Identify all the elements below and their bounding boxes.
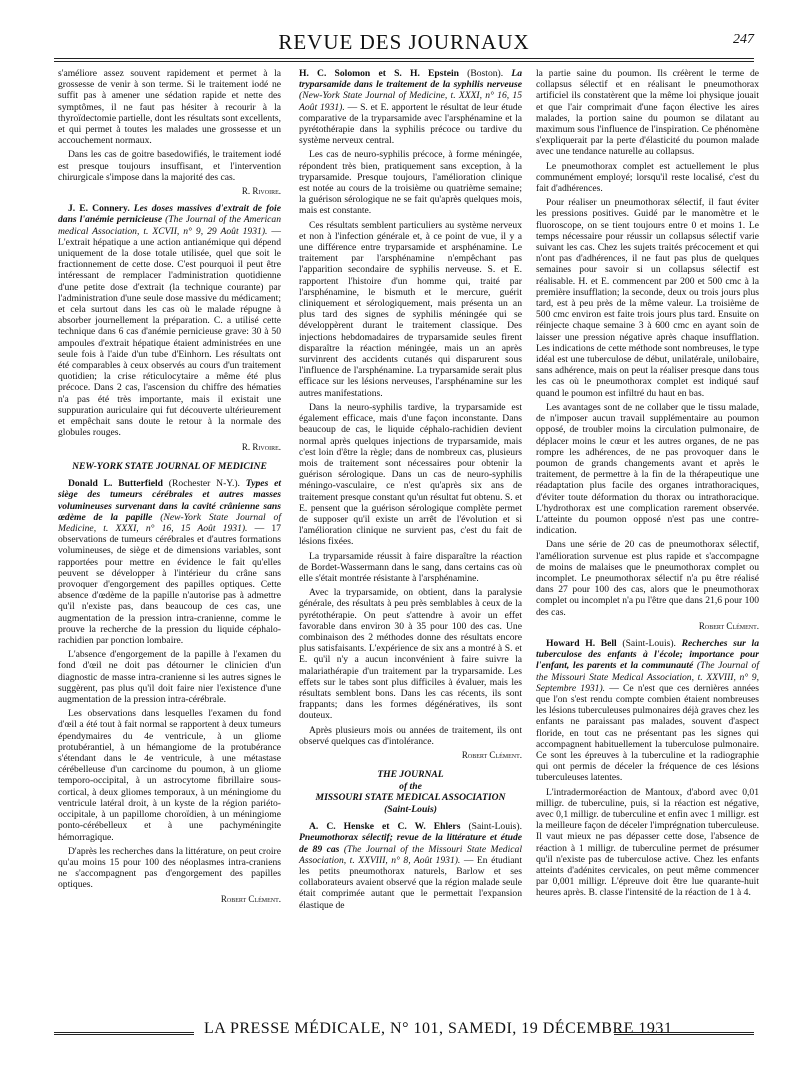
paragraph: la partie saine du poumon. Ils créèrent le terme de collapsus sélectif et en réalisant le pneumothorax artificiel ils constatèrent que la même loi physique jouait et que l'air comprimait d'une façon élective les aires malades, la portion saine du poumon se dilatant au maximum sous l'influence de l'inspiration. Ce phénomène s'expliquerait par la perte d'élasticité du poumon malade avec une tendance naturelle au collapsus. bbox=[536, 68, 759, 158]
column-3 bbox=[536, 68, 759, 902]
article-location: (Boston). bbox=[467, 68, 504, 79]
article-butterfield bbox=[58, 478, 281, 646]
article-title: Les doses massives d'extrait de foie dans l'anémie pernicieuse bbox=[58, 203, 281, 226]
journal-section-title: REVUE DES JOURNAUX bbox=[278, 30, 530, 54]
article-title: Types et siège des tumeurs cérébrales et autres masses volumineuses survenant dans la cavité crânienne sans œdème de la papille bbox=[58, 478, 282, 523]
article-reference: (New-York State Journal of Medicine, t. XXXI, n° 16, 15 Août 1931). bbox=[299, 90, 522, 113]
signature: Robert Clément. bbox=[461, 749, 522, 760]
paragraph: L'absence d'engorgement de la papille à l'examen du fond d'œil ne doit pas détourner le clinicien d'un diagnostic de masse intra-cranienne si les autres signes le suggèrent, pas plus qu'il doit faire nier l'existence d'une augmentation de la pression intra-cérébrale. bbox=[58, 649, 281, 706]
article-connery bbox=[58, 203, 281, 438]
header-rule-2 bbox=[54, 61, 754, 62]
paragraph: D'après les recherches dans la littérature, on peut croire qu'au moins 15 pour 100 des néoplasmes intra-craniens ne s'accompagnent pas d'engorgement des papilles optiques. bbox=[58, 845, 281, 891]
column-1 bbox=[58, 68, 281, 911]
article-reference: (The Journal of the Missouri State Medical Association, t. XXVIII, n° 9, Septembre 1931). bbox=[536, 660, 759, 694]
signature: Robert Clément. bbox=[220, 893, 281, 904]
paragraph: Ces résultats semblent particuliers au système nerveux et non à l'infection générale et, à ce point de vue, il y a une différence entre tryparsamide et arsphénamine. Le traitement par l'arsphénamine n'empêchant pas l'apparition secondaire de syphilis nerveuse. S. et E. rapportent l'histoire d'un homme qui, traité par l'arsphénamine, le bismuth et le mercure, guérit cliniquement et sérologiquement, mais présenta un an plus tard des signes de syphilis méningée qui se développèrent durant le traitement classique. Des injections hebdomadaires de tryparsamide seules firent disparaître la réaction méningée, mais un an après survinrent des accidents cutanés qui disparurent sous l'influence de l'arsphénamine. La tryparsamide serait plus efficace sur les lésions nerveuses, l'arsphénamine sur les autres manifestations. bbox=[299, 219, 522, 399]
footer-rule-left bbox=[54, 1032, 194, 1035]
article-location: (Saint-Louis). bbox=[468, 821, 523, 833]
footer-rule-right bbox=[614, 1032, 754, 1035]
article-author: Donald L. Butterfield bbox=[68, 478, 163, 490]
paragraph: Après plusieurs mois ou années de traitement, ils ont observé quelques cas d'intolérance. bbox=[299, 724, 522, 747]
article-henske-ehlers bbox=[299, 821, 522, 911]
page-footer bbox=[54, 1020, 754, 1046]
article-author: H. C. Solomon et S. H. Epstein bbox=[299, 68, 459, 79]
signature: R. Rivoire. bbox=[241, 441, 281, 452]
article-body: — L'extrait hépatique a une action antianémique qui dépend uniquement de la dose totale utilisée, quel que soit le fractionnement de cette dose. C'est pourquoi il peut être intéressant de remplacer l'administration quotidienne d'une petite dose d'extrait (la technique courante) par l'administration d'une seule dose massive du médicament; et cela surtout dans les cas où le malade répugne à absorber journellement la préparation. C. a utilisé cette technique dans 6 cas d'anémie pernicieuse grave: 30 à 50 ampoules d'extrait hépatique étaient administrées en une seule fois à l'aide d'un tube d'Einhorn. Les résultats ont été comparables à ceux observés au cours d'un traitement quotidien; la crise réticulocytaire a même été plus précoce. Dans 2 cas, l'ascension du chiffre des hématies n'a pas été très importante, mais il existait une suppuration auriculaire qui fut découverte ultérieurement et empêchait sans doute le retour à la normale des globules rouges. bbox=[58, 225, 282, 439]
article-reference: (The Journal of the American medical Association, t. XCVII, n° 9, 29 Août 1931). bbox=[58, 214, 281, 237]
paragraph: Dans la neuro-syphilis tardive, la tryparsamide est également efficace, mais d'une façon inconstante. Dans beaucoup de cas, le liquide céphalo-rachidien devient normal après quelques injections de tryparsamide, mais c'est loin d'être la règle; dans de nombreux cas, plusieurs mois de traitement sont nécessaires pour obtenir la guérison sérologique. Dans un cas de neuro-syphilis méningo-vasculaire, ce n'est qu'après six ans de traitement presque constant qu'un résultat fut obtenu. S. et E. pensent que la guérison sérologique complète permet de supposer qu'il existe un arrêt de l'évolution et si l'amélioration clinique ne survient pas, c'est du fait de lésions fixées. bbox=[299, 401, 522, 548]
section-line: THE JOURNAL bbox=[377, 769, 444, 781]
paragraph: Les cas de neuro-syphilis précoce, à forme méningée, répondent très bien, pratiquement sans exception, à la tryparsamide. Presque toujours, l'amélioration clinique est notée au cours de la troisième ou quatrième semaine; la guérison sérologique ne se fait qu'après quelques mois, mais est constante. bbox=[299, 149, 522, 217]
article-body: — Ce n'est que ces dernières années que l'on s'est rendu compte combien étaient nombreuses les lésions tuberculeuses pulmonaires déjà graves chez les enfants ne paraissant pas malades, souvent d'aspect floride, en tout cas ne présentant pas les signes qui accompagnent habituellement la tuberculose pulmonaire. Ce sont les épreuves à la tuberculine et la radiographie qui ont permis de déceler la fréquence de ces lésions tuberculeuses latentes. bbox=[536, 682, 759, 784]
article-reference: (The Journal of the Missouri State Medical Association, t. XXVIII, n° 8, Août 1931). bbox=[299, 843, 522, 866]
page-header bbox=[54, 30, 754, 56]
article-author: A. C. Henske et C. W. Ehlers bbox=[309, 821, 461, 833]
paragraph: s'améliore assez souvent rapidement et permet à la grossesse de venir à son terme. Si le traitement iodé ne suffit pas à amener une sédation rapide et nette des symptômes, il ne faut pas hésiter à recourir à la thyroïdectomie partielle, dont les résultats sont excellents, et qui permet à toutes les malades une grossesse et un accouchement normaux. bbox=[58, 68, 281, 147]
footer-text: LA PRESSE MÉDICALE, N° 101, SAMEDI, 19 DÉCEMBRE 1931 bbox=[204, 1020, 673, 1037]
article-bell bbox=[536, 638, 759, 784]
paragraph: Les avantages sont de ne collaber que le tissu malade, de n'imposer aucun travail supplémentaire au poumon opposé, de troubler moins la circulation pulmonaire, de déplacer moins le cœur et les autres organes, de ne pas rompre les adhérences, de ne pas provoquer dans le poumon de grands changements avant et après le traitement, de permettre à la fin de la thérapeutique une réadaptation plus facile des organes intrathoraciques, d'éviter toute déformation du thorax ou intrathoracique. L'hydrothorax est une complication rarement observée. L'atteinte du poumon opposé n'est pas une contre-indication. bbox=[536, 401, 759, 537]
journal-section-heading: NEW-YORK STATE JOURNAL OF MEDICINE bbox=[72, 460, 267, 472]
article-body: — En étudiant les petits pneumothorax naturels, Barlow et ses collaborateurs avaient observé que la région malade seule était comprimée autant que le permettait l'expansion élastique de bbox=[299, 854, 522, 911]
paragraph: Dans les cas de goitre basedowifiés, le traitement iodé est presque toujours insuffisant, et l'intervention chirurgicale s'impose dans la majorité des cas. bbox=[58, 149, 281, 183]
column-2 bbox=[299, 68, 522, 914]
article-title: Pneumothorax sélectif; revue de la littérature et étude de 89 cas bbox=[299, 832, 522, 855]
article-body: — 17 observations de tumeurs cérébrales et d'autres formations volumineuses, de siège et de dimensions variables, sont rapportées pour mettre en évidence le fait qu'elles peuvent se développer à l'intérieur du crâne sans provoquer d'engorgement des papilles optiques. Cette absence d'œdème de la papille n'autorise pas à admettre qu'il n'existe pas, dans beaucoup de ces cas, une augmentation de la pression intra-cranienne, comme le prouve la recherche de la pression du liquide céphalo-rachidien par ponction lombaire. bbox=[58, 523, 281, 647]
article-location: (Saint-Louis). bbox=[622, 637, 676, 649]
article-body: — S. et E. apportent le résultat de leur étude comparative de la tryparsamide avec l'arsphénamine et la pyrétothérapie dans la syphilis précoce ou tardive du système nerveux central. bbox=[299, 101, 522, 147]
article-solomon-epstein bbox=[299, 68, 522, 146]
section-line: of the bbox=[399, 780, 422, 792]
paragraph: Avec la tryparsamide, on obtient, dans la paralysie générale, des résultats à peu près semblables à ceux de la pyrétothérapie. On peut s'attendre à avoir un effet favorable dans environ 30 à 35 pour 100 des cas. Une combinaison des 2 méthodes donne des résultats encore plus satisfaisants. L'expérience de six ans a montré à S. et E. qu'il n'y a aucun inconvénient à faire suivre la malariathérapie d'un traitement par la tryparsamide. Les effets sur le tabes sont plus difficiles à évaluer, mais les résultats semblent bons. Dans les cas récents, ils sont frappants; dans les formes dégénératives, ils sont douteux. bbox=[299, 587, 522, 722]
signature: Robert Clément. bbox=[698, 620, 759, 631]
signature: R. Rivoire. bbox=[241, 186, 281, 197]
article-author: Howard H. Bell bbox=[546, 637, 617, 649]
paragraph: Les observations dans lesquelles l'examen du fond d'œil a été tout à fait normal se rapportent à deux tumeurs épendymaires du 4e ventricule, à un gliome protubérantiel, à un hémangiome de la protubérance s'étendant dans le 4e ventricule, à une métastase cérébelleuse d'un carcinome du poumon, à un gliome temporo-occipital, à un astrocytome fibrillaire sous-cortical, à deux gliomes temporaux, à un méningiome du ventricule latéral droit, à un kyste de la région pariéto-occipitale, à un papillome choroïdien, à un méningiome ponto-cérébelleux et à une pachyméningite hémorragique. bbox=[58, 708, 281, 843]
paragraph: Pour réaliser un pneumothorax sélectif, il faut éviter les pressions positives. Guidé par le manomètre et le fluoroscope, on se tient toujours entre 0 et moins 1. Le temps nécessaire pour réussir un collapsus sélectif varie suivant les cas. Chez les sujets traités précocement et qui n'ont pas d'adhérences, il ne faut pas plus de quelques semaines pour savoir si un collapsus sélectif est réalisable. H. et E. commencent par 200 et 500 cmc à la première insufflation; la seconde, deux ou trois jours plus tard, est à peu près de la même valeur. La troisième de 500 cmc environ est faite trois jours plus tard. Ensuite on réinjecte chaque semaine 3 à 600 cmc en ayant soin de laisser une pression négative après chaque insufflation. Les indications de cette méthode sont nombreuses, le type idéal est une tuberculose de début, unilatérale, unilobaire, sans adhérence, mais on peut la réaliser presque dans tous les cas où le pneumothorax complet est indiqué sauf quand le poumon est infiltré du haut en bas. bbox=[536, 197, 759, 399]
article-reference: (New-York State Journal of Medicine, t. XXXI, n° 16, 15 Août 1931). bbox=[58, 511, 282, 535]
paragraph: La tryparsamide réussit à faire disparaître la réaction de Bordet-Wassermann dans le sang, dans certains cas où elle s'était montrée résistante à l'arsphénamine. bbox=[299, 550, 522, 584]
paragraph: L'intradermoréaction de Mantoux, d'abord avec 0,01 milligr. de tuberculine, puis, si la réaction est négative, avec 0,1 milligr. de tuberculine et enfin avec 1 milligr. est la meilleure façon de déceler l'imprégnation tuberculeuse. Il vaut mieux ne pas dépasser cette dose, l'absence de réaction à 1 milligr. de tuberculine permet de présumer qu'il n'existe pas de tuberculose active. Chez les enfants atteints d'adénites cervicales, on peut même commencer par 0,001 milligr. L'épreuve doit être lue quarante-huit heures après. B. classe l'intensité de la réaction de 1 à 4. bbox=[536, 786, 759, 899]
article-author: J. E. Connery. bbox=[68, 203, 130, 215]
header-rule bbox=[54, 58, 754, 59]
section-line: (Saint-Louis) bbox=[384, 803, 437, 815]
article-location: (Rochester N-Y.). bbox=[168, 478, 240, 490]
page-number: 247 bbox=[733, 32, 754, 47]
section-line: MISSOURI STATE MEDICAL ASSOCIATION bbox=[315, 792, 506, 804]
article-title: Recherches sur la tuberculose des enfants à l'école; importance pour l'enfant, les parents et la communauté bbox=[536, 637, 759, 672]
paragraph: Le pneumothorax complet est actuellement le plus communément employé; lorsqu'il reste localisé, c'est du fait d'adhérences. bbox=[536, 160, 759, 195]
article-title: La tryparsamide dans le traitement de la syphilis nerveuse bbox=[299, 68, 522, 91]
paragraph: Dans une série de 20 cas de pneumothorax sélectif, l'amélioration survenue est plus rapide et s'accompagne de moins de malaises que le pneumothorax complet ou incomplet. Le pneumothorax sélectif n'a pu être réalisé dans 27 pour 100 des cas, alors que le pneumothorax complet ou incomplet n'a pu l'être que dans 21,6 pour 100 des cas. bbox=[536, 539, 759, 618]
journal-section-heading bbox=[299, 769, 522, 815]
